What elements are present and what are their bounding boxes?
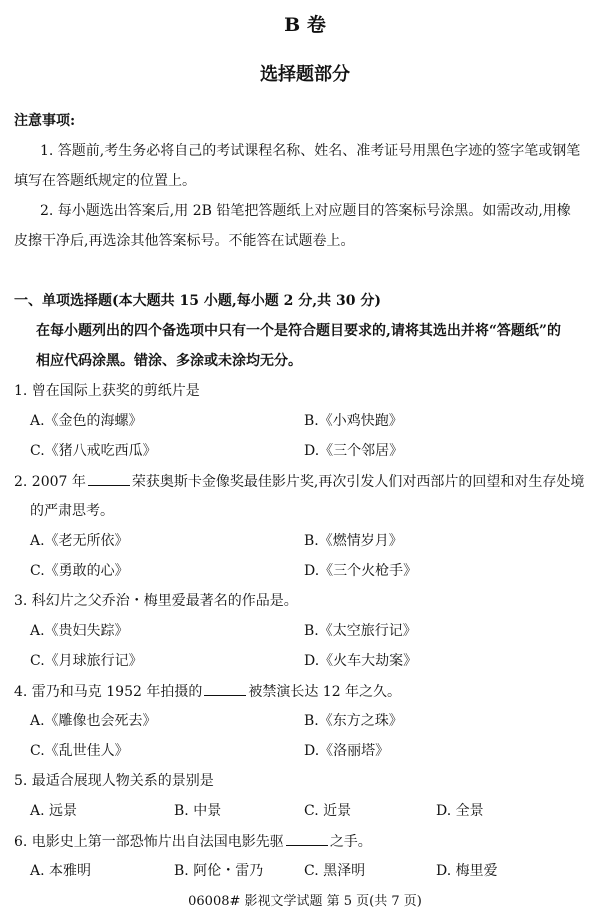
question-2-stem bbox=[14, 472, 584, 491]
question-4-option-b: B.《东方之珠》 bbox=[304, 713, 403, 729]
question-5-option-a: A. 远景 bbox=[30, 803, 78, 819]
question-1-option-d: D.《三个邻居》 bbox=[304, 443, 404, 459]
notice-item-2-line-1: 2. 每小题选出答案后,用 2B 铅笔把答题纸上对应题目的答案标号涂黑。如需改动,用橡 bbox=[40, 203, 571, 219]
page-footer: 06008# 影视文学试题 第 5 页(共 7 页) bbox=[188, 894, 422, 909]
question-2-option-d: D.《三个火枪手》 bbox=[304, 563, 418, 579]
question-6-option-c: C. 黑泽明 bbox=[304, 863, 366, 879]
question-2-option-a: A.《老无所依》 bbox=[30, 533, 129, 549]
question-6-option-b: B. 阿伦・雷乃 bbox=[174, 863, 264, 879]
notice-title: 注意事项: bbox=[14, 113, 76, 129]
question-5-option-c: C. 近景 bbox=[304, 803, 352, 819]
question-3-stem: 3. 科幻片之父乔治・梅里爱最著名的作品是。 bbox=[14, 593, 298, 609]
section-instruction-line-2: 相应代码涂黑。错涂、多涂或未涂均无分。 bbox=[36, 353, 302, 369]
question-2-option-b: B.《燃情岁月》 bbox=[304, 533, 403, 549]
question-4-blank bbox=[204, 682, 246, 696]
notice-item-1-line-1: 1. 答题前,考生务必将自己的考试课程名称、姓名、准考证号用黑色字迹的签字笔或钢笔 bbox=[40, 143, 581, 159]
notice-item-2-line-2: 皮擦干净后,再选涂其他答案标号。不能答在试题卷上。 bbox=[14, 233, 355, 249]
question-3-option-a: A.《贵妇失踪》 bbox=[30, 623, 129, 639]
question-6-option-a: A. 本雅明 bbox=[30, 863, 92, 879]
question-3-option-b: B.《太空旅行记》 bbox=[304, 623, 417, 639]
question-3-option-c: C.《月球旅行记》 bbox=[30, 653, 143, 669]
question-4-stem bbox=[14, 682, 401, 701]
question-6-blank bbox=[286, 832, 328, 846]
question-4-option-a: A.《雕像也会死去》 bbox=[30, 713, 157, 729]
question-4-stem-before: 4. 雷乃和马克 1952 年拍摄的 bbox=[14, 684, 203, 700]
section-title: 一、单项选择题(本大题共 15 小题,每小题 2 分,共 30 分) bbox=[14, 293, 381, 309]
question-6-option-d: D. 梅里爱 bbox=[436, 863, 498, 879]
notice-item-1-line-2: 填写在答题纸规定的位置上。 bbox=[14, 173, 196, 189]
question-2-option-c: C.《勇敢的心》 bbox=[30, 563, 129, 579]
part-title: 选择题部分 bbox=[260, 64, 350, 85]
question-4-option-c: C.《乱世佳人》 bbox=[30, 743, 129, 759]
question-5-stem: 5. 最适合展现人物关系的景别是 bbox=[14, 773, 214, 789]
question-1-option-c: C.《猪八戒吃西瓜》 bbox=[30, 443, 157, 459]
question-6-stem bbox=[14, 832, 372, 851]
section-instruction-line-1: 在每小题列出的四个备选项中只有一个是符合题目要求的,请将其选出并将“答题纸”的 bbox=[36, 323, 561, 339]
question-1-stem: 1. 曾在国际上获奖的剪纸片是 bbox=[14, 383, 200, 399]
question-4-stem-after: 被禁演长达 12 年之久。 bbox=[248, 684, 402, 700]
question-2-blank bbox=[88, 472, 130, 486]
question-1-option-a: A.《金色的海螺》 bbox=[30, 413, 143, 429]
question-5-option-d: D. 全景 bbox=[436, 803, 484, 819]
question-3-option-d: D.《火车大劫案》 bbox=[304, 653, 418, 669]
question-6-stem-after: 之手。 bbox=[329, 834, 372, 850]
question-4-option-d: D.《洛丽塔》 bbox=[304, 743, 390, 759]
question-6-stem-before: 6. 电影史上第一部恐怖片出自法国电影先驱 bbox=[14, 834, 284, 850]
question-2-stem-before: 2. 2007 年 bbox=[14, 474, 86, 490]
question-5-option-b: B. 中景 bbox=[174, 803, 222, 819]
question-1-option-b: B.《小鸡快跑》 bbox=[304, 413, 403, 429]
volume-title: B 卷 bbox=[284, 14, 326, 36]
question-2-stem-line-2: 的严肃思考。 bbox=[30, 503, 114, 519]
question-2-stem-after: 荣获奥斯卡金像奖最佳影片奖,再次引发人们对西部片的回望和对生存处境 bbox=[131, 474, 585, 490]
